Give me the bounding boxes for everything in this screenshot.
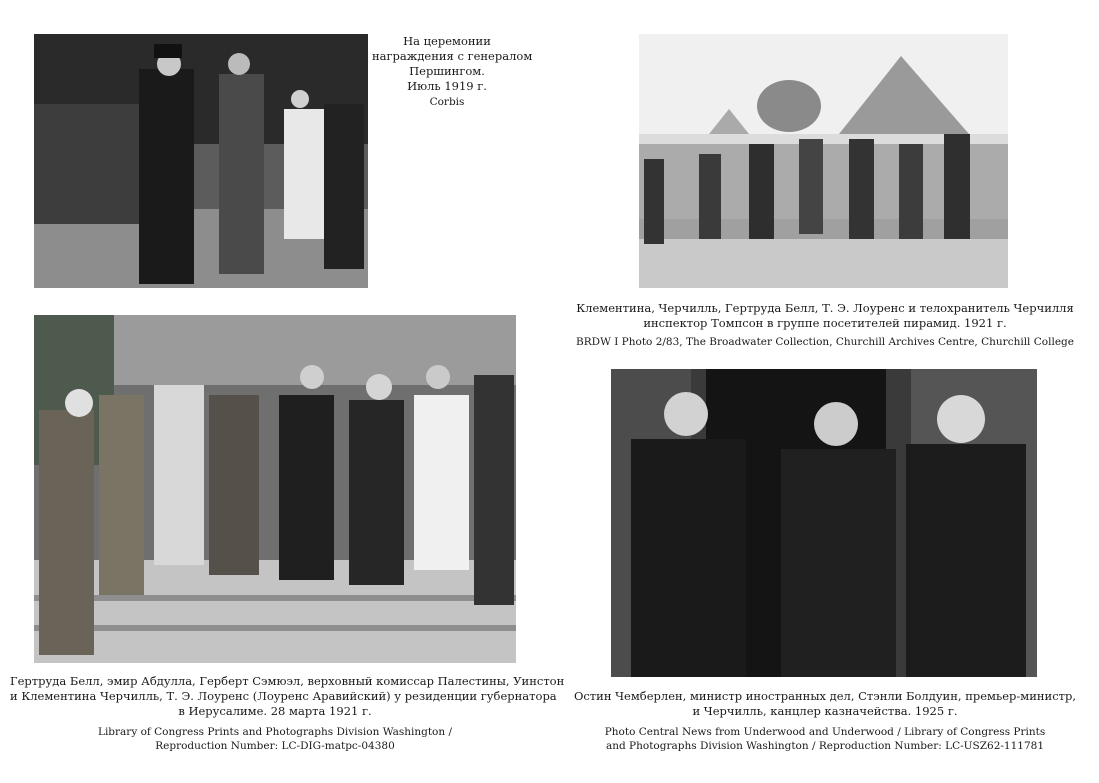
caption-pershing: На церемонии награждения с генералом Першингом. Июль 1919 г. xyxy=(372,34,533,93)
credit-chamberlain: Photo Central News from Underwood and Underwood / Library of Congress Prints and Photographs Division Washington / Reproduction Number: LC-USZ62-111781 xyxy=(604,726,1046,752)
photo-jerusalem-group xyxy=(34,315,516,663)
caption-pyramids: Клементина, Черчилль, Гертруда Белл, Т. Э. Лоуренс и телохранитель Черчилля инспектор Томпсон в группе посетителей пирамид. 1921 г. xyxy=(576,301,1074,330)
caption-jerusalem: Гертруда Белл, эмир Абдулла, Герберт Сэмюэл, верховный комиссар Палестины, Уинстон и Клементина Черчилль, Т. Э. Лоуренс (Лоуренс Аравийский) у резиденции губернатора в Иерусалиме. 28 марта 1921 г. xyxy=(10,674,565,718)
photo-pyramids xyxy=(639,34,1008,288)
credit-pershing: Corbis xyxy=(429,96,465,108)
photo-pershing-ceremony xyxy=(34,34,368,288)
photo-chamberlain-baldwin-churchill xyxy=(611,369,1037,677)
caption-chamberlain: Остин Чемберлен, министр иностранных дел, Стэнли Болдуин, премьер-министр, и Черчилль, канцлер казначейства. 1925 г. xyxy=(573,689,1077,718)
credit-jerusalem: Library of Congress Prints and Photographs Division Washington / Reproduction Number: LC-DIG-matpc-04380 xyxy=(97,726,453,752)
credit-pyramids: BRDW I Photo 2/83, The Broadwater Collection, Churchill Archives Centre, Churchill College xyxy=(576,336,1074,348)
